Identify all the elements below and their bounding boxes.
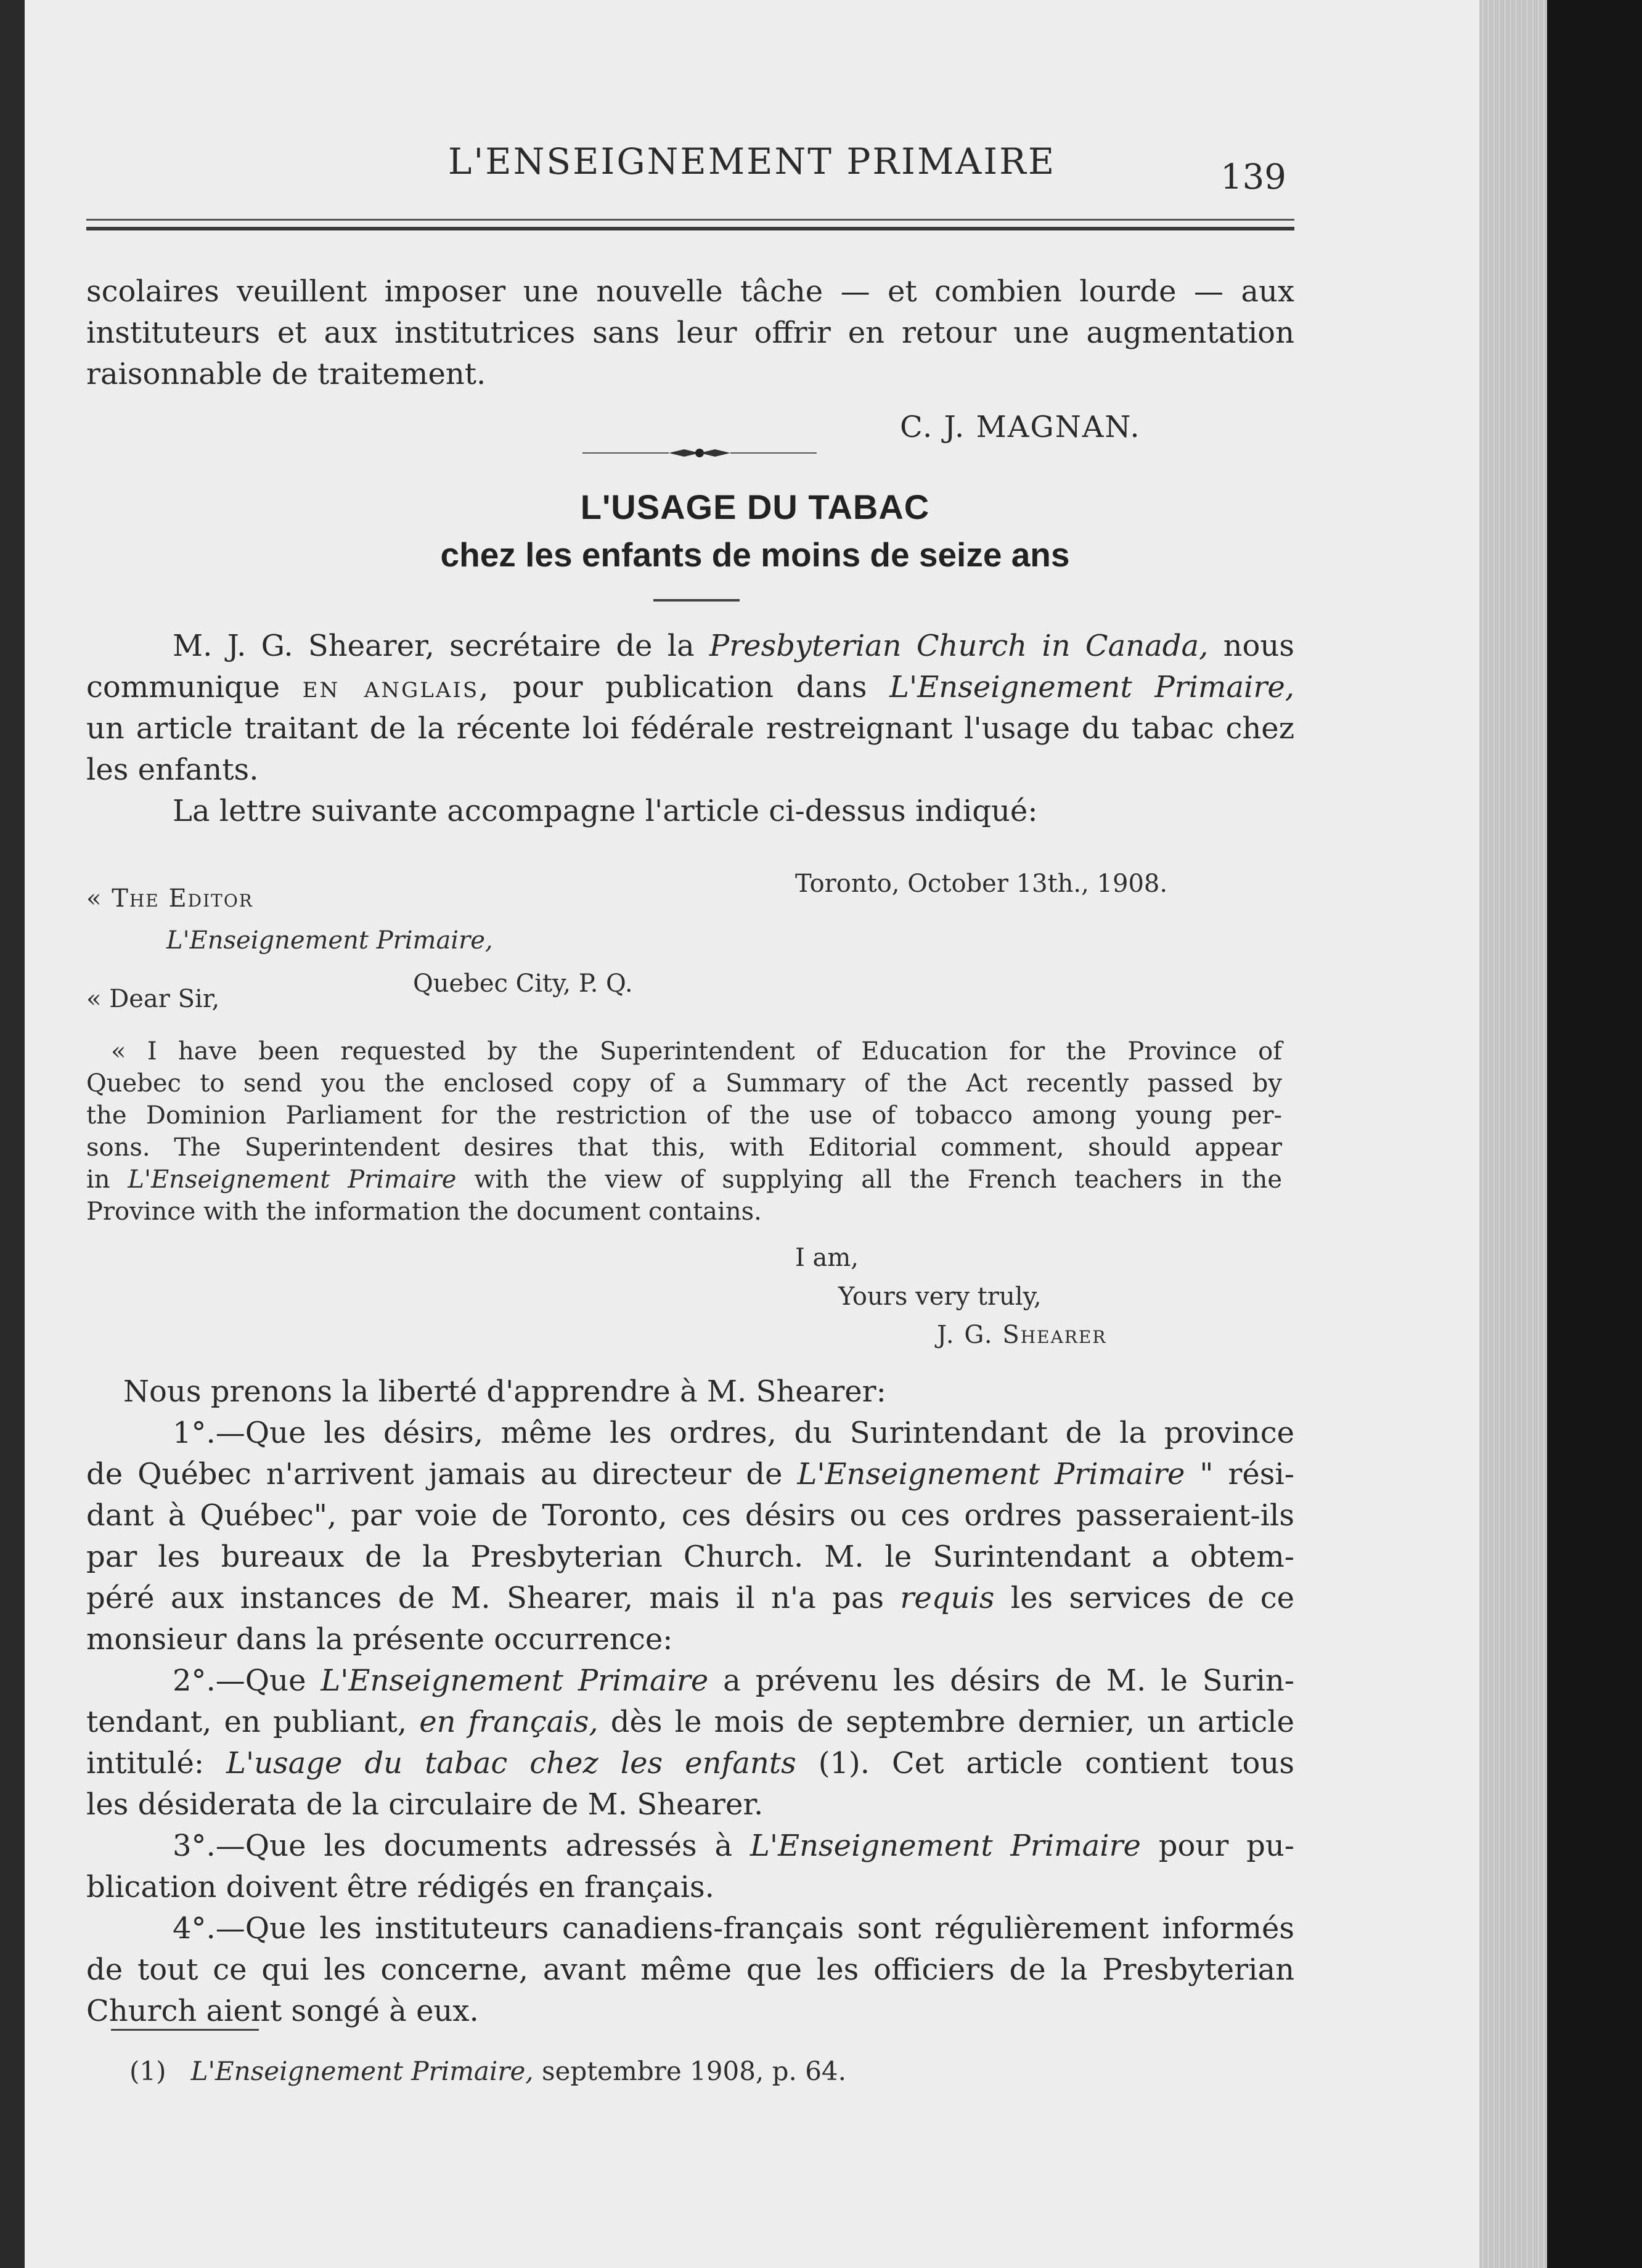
letter-signature: J. G. Shearer [937, 1321, 1107, 1349]
book-page [25, 0, 1479, 2268]
intro-line-3: raisonnable de traitement. [86, 357, 486, 391]
letter-body-line2: Quebec to send you the enclosed copy of a Summary of the Act recently passed by [86, 1069, 1282, 1098]
point1-line6: monsieur dans la présente occurrence: [86, 1622, 673, 1657]
title-short-rule [653, 599, 740, 602]
letter-journal: L'Enseignement Primaire, [166, 926, 493, 955]
letter-city: Quebec City, P. Q. [413, 969, 633, 998]
article-para2: La lettre suivante accompagne l'article ci-dessus indiqué: [173, 794, 1038, 828]
article-subtitle: chez les enfants de moins de seize ans [440, 536, 1070, 574]
binding-shadow [1547, 0, 1642, 2268]
letter-body-line5: in L'Enseignement Primaire with the view of supplying all the French teachers in the [86, 1165, 1283, 1194]
point2-line1: 2°.—Que L'Enseignement Primaire a prévenu les désirs de M. le Surin- [173, 1663, 1294, 1698]
ornament-divider [582, 444, 817, 462]
article-para1-line1: M. J. G. Shearer, secrétaire de la Presbyterian Church in Canada, nous [173, 629, 1294, 663]
point1-line3: dant à Québec", par voie de Toronto, ces désirs ou ces ordres passeraient-ils [86, 1498, 1294, 1533]
letter-body-line3: the Dominion Parliament for the restriction of the use of tobacco among young per- [86, 1101, 1282, 1130]
letter-valediction: Yours very truly, [838, 1283, 1042, 1311]
letter-closing: I am, [795, 1244, 859, 1272]
article-title: L'USAGE DU TABAC [580, 487, 930, 526]
point1-line2: de Québec n'arrivent jamais au directeur de L'Enseignement Primaire " rési- [86, 1457, 1294, 1491]
article-para1-line3: un article traitant de la récente loi fédérale restreignant l'usage du tabac chez [86, 711, 1294, 746]
running-title: L'ENSEIGNEMENT PRIMAIRE [447, 141, 1056, 182]
article-para1-line2: communique en anglais, pour publication dans L'Enseignement Primaire, [86, 670, 1295, 704]
letter-date: Toronto, October 13th., 1908. [795, 870, 1168, 898]
point2-line4: les désiderata de la circulaire de M. Shearer. [86, 1787, 764, 1822]
point1-line1: 1°.—Que les désirs, même les ordres, du Surintendant de la province [173, 1416, 1294, 1450]
page-stack-edge [1479, 0, 1547, 2268]
footnote: (1) L'Enseignement Primaire, septembre 1908, p. 64. [129, 2056, 846, 2086]
response-intro: Nous prenons la liberté d'apprendre à M. Shearer: [123, 1374, 886, 1409]
footnote-rule [111, 2029, 259, 2031]
point2-line3: intitulé: L'usage du tabac chez les enfants (1). Cet article contient tous [86, 1746, 1295, 1781]
letter-body-line4: sons. The Superintendent desires that this, with Editorial comment, should appear [86, 1133, 1282, 1162]
page-number: 139 [1220, 157, 1286, 197]
letter-salutation: « Dear Sir, [86, 985, 220, 1013]
point3-line2: blication doivent être rédigés en français. [86, 1870, 714, 1904]
intro-line-2: instituteurs et aux institutrices sans leur offrir en retour une augmentation [86, 316, 1294, 350]
letter-body-line1: « I have been requested by the Superintendent of Education for the Province of [111, 1037, 1282, 1066]
point4-line1: 4°.—Que les instituteurs canadiens-français sont régulièrement informés [173, 1911, 1294, 1946]
intro-line-1: scolaires veuillent imposer une nouvelle tâche — et combien lourde — aux [86, 274, 1294, 309]
footnote-marker: (1) [129, 2056, 166, 2086]
letter-addressee: « The Editor [86, 884, 253, 913]
point3-line1: 3°.—Que les documents adressés à L'Enseignement Primaire pour pu- [173, 1829, 1294, 1863]
article-para1-line4: les enfants. [86, 753, 259, 787]
intro-signature: C. J. MAGNAN. [900, 410, 1141, 444]
point4-line3: Church aient songé à eux. [86, 1994, 479, 2028]
point2-line2: tendant, en publiant, en français, dès le mois de septembre dernier, un article [86, 1705, 1294, 1739]
scan-left-edge [0, 0, 25, 2268]
point1-line5: péré aux instances de M. Shearer, mais il n'a pas requis les services de ce [86, 1581, 1295, 1615]
point4-line2: de tout ce qui les concerne, avant même que les officiers de la Presbyterian [86, 1952, 1294, 1987]
point1-line4: par les bureaux de la Presbyterian Church. M. le Surintendant a obtem- [86, 1540, 1294, 1574]
church-name: Presbyterian Church in Canada, [709, 629, 1209, 663]
letter-body-line6: Province with the information the document contains. [86, 1197, 762, 1226]
header-rule-thick [86, 227, 1294, 230]
header-rule-thin [86, 219, 1294, 221]
